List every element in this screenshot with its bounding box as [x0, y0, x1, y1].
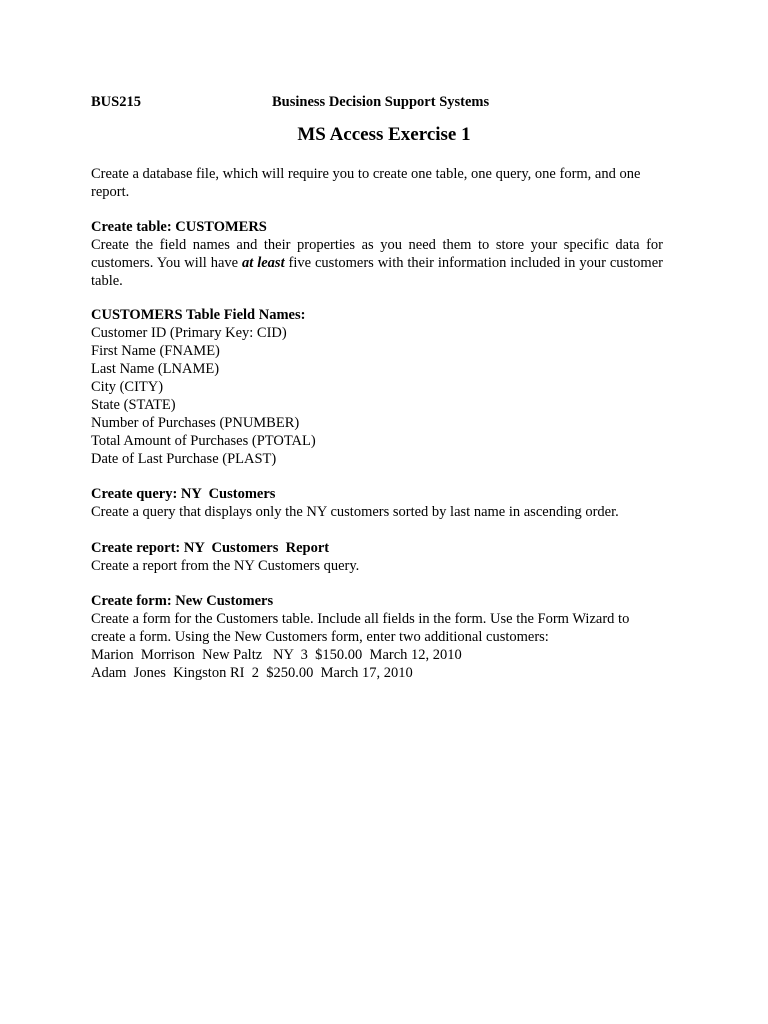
- field-item: City (CITY): [91, 379, 164, 395]
- table-text-before: Create the field names and their properties as you need them to store your specific data for customers. You will have: [91, 237, 663, 271]
- field-item: Customer ID (Primary Key: CID): [91, 325, 287, 341]
- form-section-heading: Create form: New Customers: [91, 593, 274, 609]
- intro-paragraph: [91, 165, 663, 201]
- document-title: MS Access Exercise 1: [297, 124, 471, 145]
- field-item: Number of Purchases (PNUMBER): [91, 415, 300, 431]
- report-section-heading: Create report: NY Customers Report: [91, 540, 330, 556]
- field-item: Total Amount of Purchases (PTOTAL): [91, 433, 316, 449]
- course-name: Business Decision Support Systems: [272, 94, 490, 110]
- table-text-emphasis: at least: [242, 255, 285, 271]
- query-section: [91, 485, 663, 521]
- field-item: Date of Last Purchase (PLAST): [91, 451, 277, 467]
- fields-section: [91, 306, 663, 468]
- customer-entry: Marion Morrison New Paltz NY 3 $150.00 March 12, 2010: [91, 647, 462, 663]
- table-section-text: [91, 236, 663, 290]
- table-text-after: five customers with their information included in your customer table.: [91, 255, 663, 289]
- field-item: Last Name (LNAME): [91, 361, 220, 377]
- customer-entry: Adam Jones Kingston RI 2 $250.00 March 17, 2010: [91, 665, 413, 681]
- form-section-text: Create a form for the Customers table. Include all fields in the form. Use the Form Wizard to create a form. Using the New Customers form, enter two additional customers:: [91, 611, 630, 645]
- field-item: First Name (FNAME): [91, 343, 220, 359]
- course-code: BUS215: [91, 94, 141, 110]
- report-section: [91, 539, 663, 575]
- form-section: [91, 592, 663, 682]
- fields-section-heading: CUSTOMERS Table Field Names:: [91, 307, 306, 323]
- table-section: [91, 218, 663, 290]
- table-section-heading: Create table: CUSTOMERS: [91, 219, 267, 235]
- report-section-text: Create a report from the NY Customers query.: [91, 558, 360, 574]
- query-section-heading: Create query: NY Customers: [91, 486, 276, 502]
- field-item: State (STATE): [91, 397, 176, 413]
- query-section-text: Create a query that displays only the NY customers sorted by last name in ascending order.: [91, 504, 619, 520]
- intro-text: Create a database file, which will require you to create one table, one query, one form, and one report.: [91, 166, 641, 200]
